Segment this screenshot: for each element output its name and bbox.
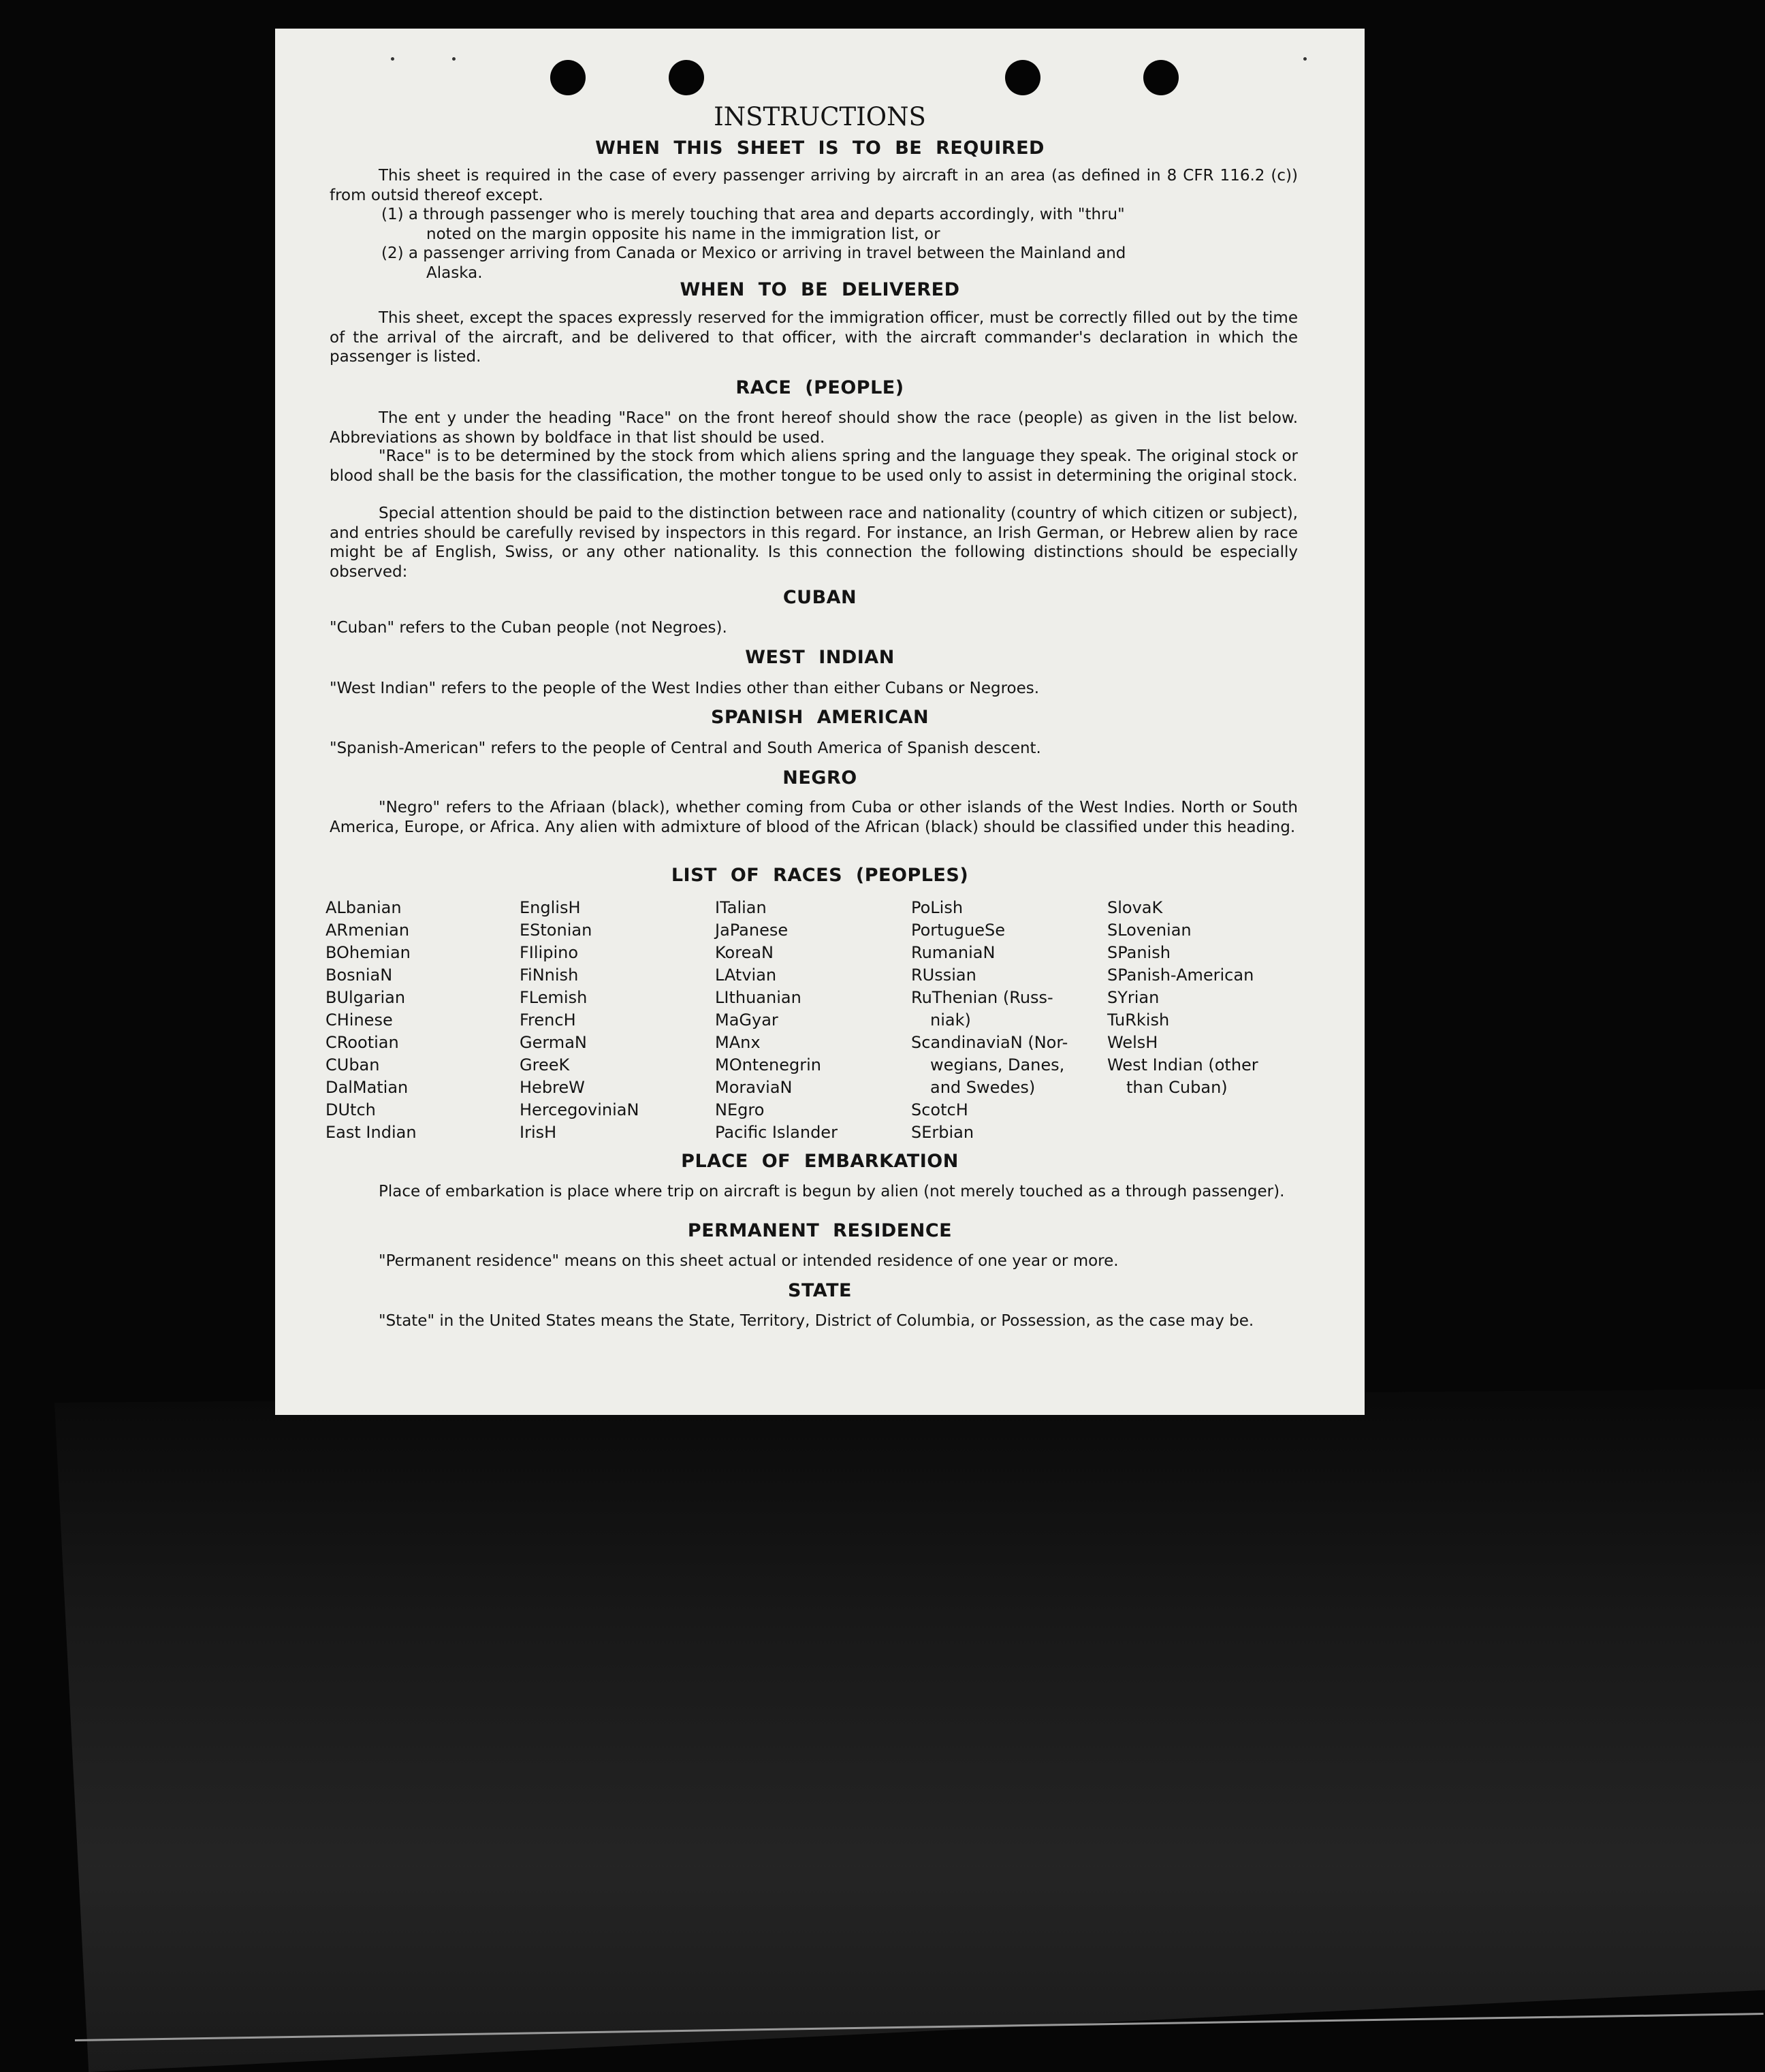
race-entry: East Indian: [325, 1123, 417, 1142]
heading-negro: NEGRO: [782, 767, 857, 788]
race-entry: PoLish: [911, 898, 964, 917]
heading-permanent-residence: PERMANENT RESIDENCE: [687, 1220, 953, 1241]
races-column-3: [715, 897, 909, 1144]
spanish-american-text: "Spanish-American" refers to the people of Central and South America of Spanish descent.: [330, 739, 1041, 757]
race-entry: niak): [930, 1010, 971, 1030]
heading-list-of-races: LIST OF RACES (PEOPLES): [671, 865, 969, 886]
race-paragraph-3: Special attention should be paid to the distinction between race and nationality (country of which citizen or subject), and entries should be carefully revised by inspectors in this regard. For instance, an Irish German, or Hebrew alien by race might be af English, Swiss, or any other nationality. Is this connection the following distinctions should be especially observed:: [330, 505, 1298, 581]
punch-hole: [550, 60, 586, 95]
dust-speck: [452, 57, 456, 61]
race-entry: MoraviaN: [715, 1078, 793, 1097]
race-entry: SYrian: [1107, 988, 1160, 1007]
race-entry: CHinese: [325, 1010, 393, 1030]
races-list: [325, 897, 1306, 1142]
race-entry: and Swedes): [930, 1078, 1036, 1097]
heading-when-delivered: WHEN TO BE DELIVERED: [680, 279, 960, 300]
exception-item-1-text: (1) a through passenger who is merely touching that area and departs accordingly, with "thru": [381, 206, 1125, 223]
race-entry: DalMatian: [325, 1078, 409, 1097]
heading-when-required: WHEN THIS SHEET IS TO BE REQUIRED: [595, 138, 1045, 159]
race-entry: JaPanese: [715, 921, 789, 940]
race-entry: DUtch: [325, 1100, 376, 1119]
race-entry: EnglisH: [520, 898, 581, 917]
race-entry: ScandinaviaN (Nor-: [911, 1033, 1068, 1052]
state-text: "State" in the United States means the State, Territory, District of Columbia, or Possession, as the case may be.: [379, 1312, 1254, 1330]
race-paragraph-2: "Race" is to be determined by the stock from which aliens spring and the language they speak. The original stock or blood shall be the basis for the classification, the mother tongue to be used only to assist in determining the original stock.: [330, 447, 1298, 485]
required-intro: This sheet is required in the case of every passenger arriving by aircraft in an area (as defined in 8 CFR 116.2 (c)) from outsid thereof except.: [330, 167, 1298, 204]
heading-west-indian: WEST INDIAN: [745, 647, 895, 668]
race-entry: than Cuban): [1126, 1078, 1228, 1097]
races-column-2: [520, 897, 714, 1144]
negro-text: "Negro" refers to the Afriaan (black), whether coming from Cuba or other islands of the West Indies. North or South America, Europe, or Africa. Any alien with admixture of blood of the African (black) should be classified under this heading.: [330, 799, 1298, 836]
race-entry: MOntenegrin: [715, 1055, 821, 1074]
heading-state: STATE: [788, 1280, 852, 1301]
heading-spanish-american: SPANISH AMERICAN: [710, 707, 929, 728]
race-entry: SErbian: [911, 1123, 974, 1142]
race-entry: ARmenian: [325, 921, 410, 940]
embarkation-text: Place of embarkation is place where trip on aircraft is begun by alien (not merely touched as a through passenger).: [379, 1183, 1285, 1200]
exception-item-2-cont: Alaska.: [426, 264, 483, 282]
west-indian-text: "West Indian" refers to the people of the West Indies other than either Cubans or Negroes.: [330, 680, 1040, 697]
race-entry: ScotcH: [911, 1100, 968, 1119]
dust-speck: [1303, 57, 1307, 61]
race-entry: wegians, Danes,: [930, 1055, 1065, 1074]
race-entry: BosniaN: [325, 966, 393, 985]
race-entry: CRootian: [325, 1033, 399, 1052]
delivered-text: This sheet, except the spaces expressly reserved for the immigration officer, must be correctly filled out by the time of the arrival of the aircraft, and be delivered to that officer, with the aircraft commander's declaration in which the passenger is listed.: [330, 309, 1298, 366]
race-entry: SPanish: [1107, 943, 1171, 962]
race-entry: RumaniaN: [911, 943, 996, 962]
exception-item-2: [381, 244, 1298, 283]
page-title: INSTRUCTIONS: [714, 102, 926, 131]
dust-speck: [391, 57, 394, 61]
punch-hole: [1143, 60, 1179, 95]
race-entry: BOhemian: [325, 943, 411, 962]
races-column-1: [325, 897, 520, 1144]
heading-embarkation: PLACE OF EMBARKATION: [681, 1151, 959, 1172]
exception-item-1-cont: noted on the margin opposite his name in the immigration list, or: [426, 225, 940, 243]
cuban-text: "Cuban" refers to the Cuban people (not Negroes).: [330, 619, 727, 637]
race-entry: KoreaN: [715, 943, 774, 962]
race-entry: PortugueSe: [911, 921, 1005, 940]
race-entry: SlovaK: [1107, 898, 1163, 917]
race-entry: GermaN: [520, 1033, 587, 1052]
race-entry: EStonian: [520, 921, 592, 940]
race-entry: FiNnish: [520, 966, 579, 985]
exception-item-1: [381, 205, 1298, 244]
races-column-4: [911, 897, 1105, 1144]
race-entry: ITalian: [715, 898, 767, 917]
race-entry: LIthuanian: [715, 988, 801, 1007]
race-entry: NEgro: [715, 1100, 765, 1119]
race-entry: HercegoviniaN: [520, 1100, 639, 1119]
heading-race: RACE (PEOPLE): [735, 377, 904, 398]
races-column-5: [1107, 897, 1301, 1099]
race-entry: TuRkish: [1107, 1010, 1170, 1030]
race-entry: FLemish: [520, 988, 588, 1007]
race-entry: FrencH: [520, 1010, 576, 1030]
race-entry: RuThenian (Russ-: [911, 988, 1053, 1007]
race-entry: SLovenian: [1107, 921, 1192, 940]
film-strip-background: [54, 1389, 1765, 2072]
race-entry: WelsH: [1107, 1033, 1158, 1052]
race-entry: FIlipino: [520, 943, 579, 962]
race-entry: IrisH: [520, 1123, 557, 1142]
race-entry: CUban: [325, 1055, 380, 1074]
race-entry: RUssian: [911, 966, 976, 985]
race-entry: Pacific Islander: [715, 1123, 838, 1142]
race-entry: West Indian (other: [1107, 1055, 1258, 1074]
race-paragraph-1: The ent y under the heading "Race" on the front hereof should show the race (people) as given in the list below. Abbreviations as shown by boldface in that list should be used.: [330, 409, 1298, 447]
instruction-sheet: [275, 29, 1365, 1415]
punch-hole: [669, 60, 704, 95]
exception-item-2-text: (2) a passenger arriving from Canada or Mexico or arriving in travel between the Mainland and: [381, 244, 1126, 262]
punch-hole: [1005, 60, 1040, 95]
race-entry: GreeK: [520, 1055, 570, 1074]
heading-cuban: CUBAN: [782, 587, 857, 608]
race-entry: MAnx: [715, 1033, 761, 1052]
race-entry: BUlgarian: [325, 988, 406, 1007]
race-entry: LAtvian: [715, 966, 777, 985]
race-entry: ALbanian: [325, 898, 402, 917]
race-entry: HebreW: [520, 1078, 585, 1097]
race-entry: MaGyar: [715, 1010, 778, 1030]
residence-text: "Permanent residence" means on this sheet actual or intended residence of one year or more.: [379, 1252, 1119, 1270]
race-entry: SPanish-American: [1107, 966, 1254, 985]
